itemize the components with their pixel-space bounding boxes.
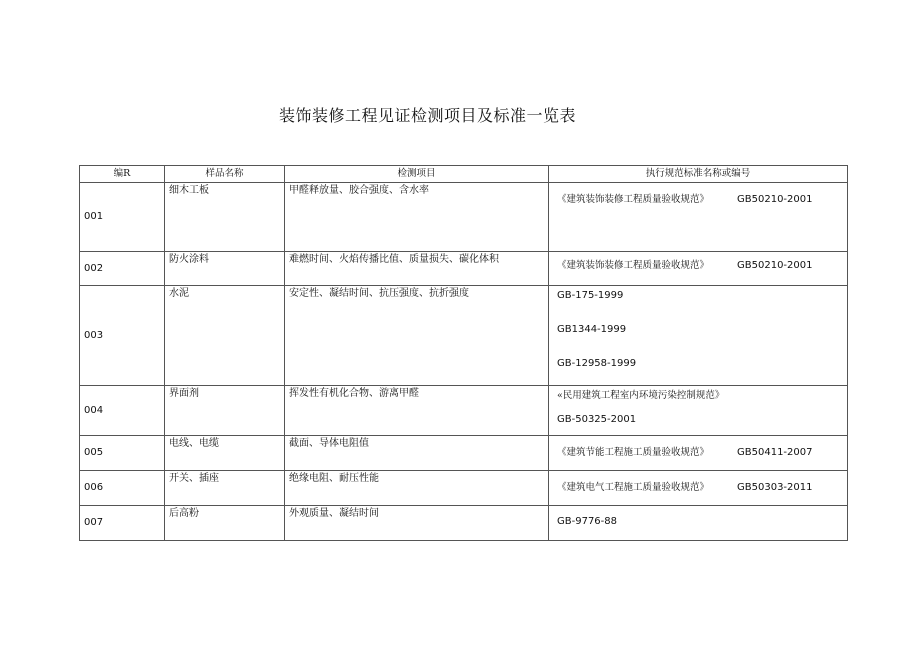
standard-line [557, 515, 847, 529]
standard-line [557, 289, 847, 303]
standard-line [557, 193, 847, 207]
standard-title: 《建筑节能工程施工质量验收规范》 [557, 447, 710, 458]
row-test-items: 难燃时间、火焰传播比值、质量损失、碳化体积 [285, 252, 549, 286]
row-code: 005 [80, 436, 165, 471]
row-standard [549, 506, 848, 541]
document-title: 装饰装修工程见证检测项目及标准一览表 [278, 106, 576, 125]
standard-code: GB50210-2001 [737, 260, 813, 271]
row-code: 002 [80, 252, 165, 286]
standard-line [557, 446, 847, 460]
row-test-items: 甲醛释放量、胶合强度、含水率 [285, 183, 549, 252]
standard-title: «民用建筑工程室内环境污染控制规范》 [557, 390, 725, 401]
row-sample-name: 细木工板 [165, 183, 285, 252]
standard-title: 《建筑装饰装修工程质量验收规范》 [557, 194, 710, 205]
table-row [80, 183, 848, 252]
standard-code: GB1344-1999 [557, 324, 627, 335]
row-test-items: 安定性、凝结时间、抗压强度、抗折强度 [285, 286, 549, 386]
row-sample-name: 电线、电缆 [165, 436, 285, 471]
row-code: 004 [80, 386, 165, 436]
standard-code: GB-50325-2001 [557, 414, 637, 425]
standard-code: GB50411-2007 [737, 447, 813, 458]
row-test-items: 外观质量、凝结时间 [285, 506, 549, 541]
row-sample-name: 水泥 [165, 286, 285, 386]
row-standard [549, 183, 848, 252]
standard-line [557, 357, 847, 371]
row-code: 001 [80, 183, 165, 252]
row-sample-name: 后高粉 [165, 506, 285, 541]
standard-line [557, 481, 847, 495]
table-body [80, 183, 848, 541]
header-test-items: 检测项目 [285, 166, 549, 183]
table-row [80, 252, 848, 286]
table-row [80, 506, 848, 541]
table-row [80, 436, 848, 471]
row-sample-name: 防火涂料 [165, 252, 285, 286]
standard-title: 《建筑装饰装修工程质量验收规范》 [557, 260, 710, 271]
row-test-items: 挥发性有机化合物、游离甲醛 [285, 386, 549, 436]
standard-line [557, 323, 847, 337]
row-test-items: 截面、导体电阻值 [285, 436, 549, 471]
standard-line [557, 259, 847, 273]
header-standard: 执行规范标准名称或编号 [549, 166, 848, 183]
row-standard [549, 436, 848, 471]
table-row [80, 286, 848, 386]
row-standard [549, 286, 848, 386]
row-standard [549, 386, 848, 436]
standard-code: GB-9776-88 [557, 516, 617, 527]
row-code: 007 [80, 506, 165, 541]
row-sample-name: 界面剂 [165, 386, 285, 436]
standard-code: GB50210-2001 [737, 194, 813, 205]
row-test-items: 绝缘电阻、耐压性能 [285, 471, 549, 506]
standard-code: GB-12958-1999 [557, 358, 637, 369]
standard-code: GB50303-2011 [737, 482, 813, 493]
table-row [80, 471, 848, 506]
row-code: 003 [80, 286, 165, 386]
row-sample-name: 开关、插座 [165, 471, 285, 506]
header-sample-name: 样品名称 [165, 166, 285, 183]
standard-title: 《建筑电气工程施工质量验收规范》 [557, 482, 710, 493]
standard-code: GB-175-1999 [557, 290, 624, 301]
row-standard [549, 252, 848, 286]
header-code: 编R [80, 166, 165, 183]
standards-table [79, 165, 848, 541]
row-code: 006 [80, 471, 165, 506]
table-row [80, 386, 848, 436]
row-standard [549, 471, 848, 506]
standard-line [557, 413, 847, 427]
standard-line [557, 389, 847, 403]
table-header-row [80, 166, 848, 183]
